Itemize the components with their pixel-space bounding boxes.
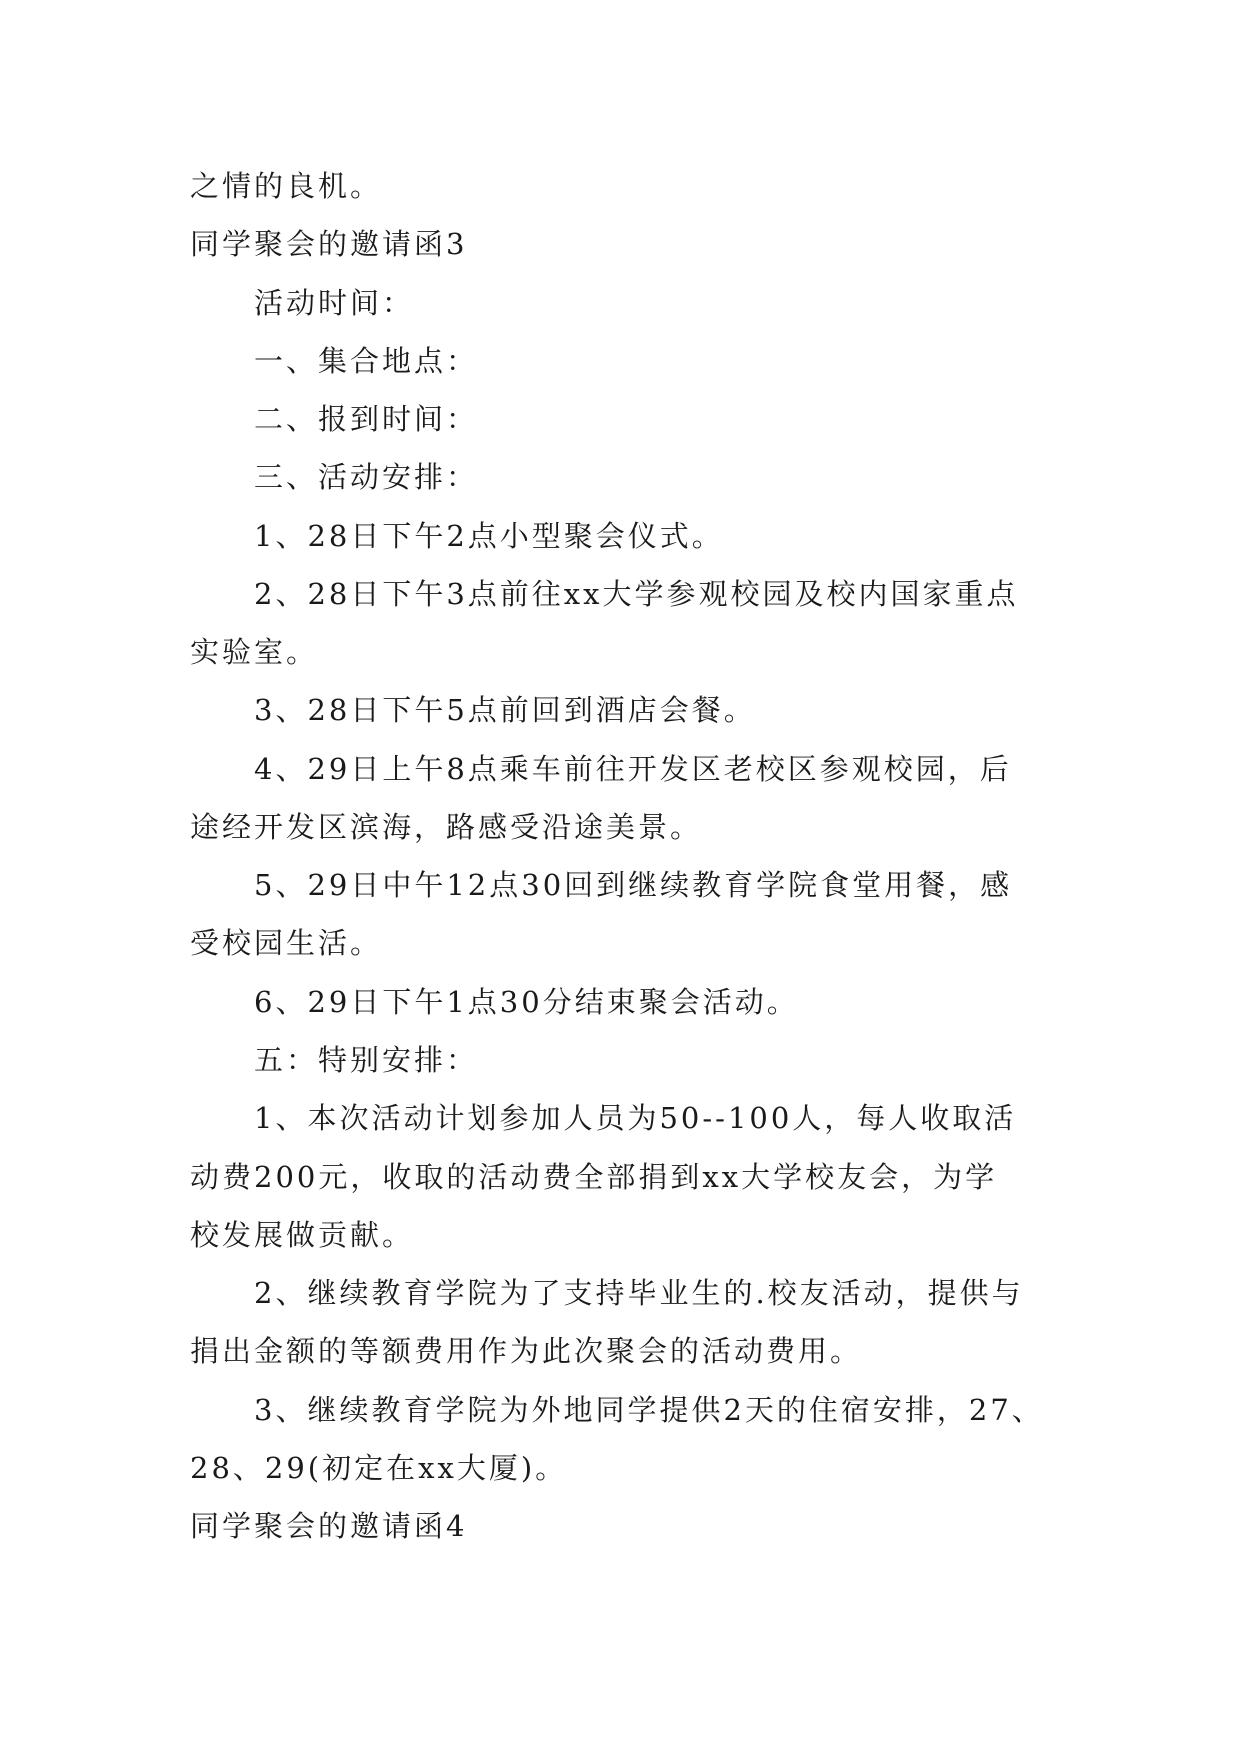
text-line: 5、29日中午12点30回到继续教育学院食堂用餐，感 (254, 868, 1013, 902)
text-line: 五：特别安排： (254, 1043, 479, 1077)
text-line: 3、继续教育学院为外地同学提供2天的住宿安排，27、 (254, 1393, 1044, 1427)
text-line: 2、继续教育学院为了支持毕业生的.校友活动，提供与 (254, 1276, 1024, 1310)
text-line: 三、活动安排： (254, 460, 479, 494)
text-line: 实验室。 (190, 635, 319, 669)
text-line: 1、本次活动计划参加人员为50--100人，每人收取活 (254, 1101, 1017, 1135)
text-line: 1、28日下午2点小型聚会仪式。 (254, 519, 724, 553)
text-line: 动费200元，收取的活动费全部捐到xx大学校友会，为学 (190, 1160, 998, 1194)
text-line: 捐出金额的等额费用作为此次聚会的活动费用。 (190, 1334, 863, 1368)
text-line: 4、29日上午8点乘车前往开发区老校区参观校园，后 (254, 752, 1012, 786)
text-line: 28、29(初定在xx大厦)。 (190, 1451, 568, 1485)
text-line: 受校园生活。 (190, 926, 383, 960)
text-line: 活动时间： (254, 286, 415, 320)
text-line: 6、29日下午1点30分结束聚会活动。 (254, 985, 799, 1019)
text-line: 之情的良机。 (190, 169, 383, 203)
text-line: 校发展做贡献。 (190, 1218, 415, 1252)
section-heading: 同学聚会的邀请函3 (190, 227, 468, 261)
text-line: 二、报到时间： (254, 402, 479, 436)
text-line: 途经开发区滨海，路感受沿途美景。 (190, 810, 703, 844)
text-line: 3、28日下午5点前回到酒店会餐。 (254, 693, 756, 727)
text-line: 一、集合地点： (254, 344, 479, 378)
section-heading: 同学聚会的邀请函4 (190, 1509, 468, 1543)
text-line: 2、28日下午3点前往xx大学参观校园及校内国家重点 (254, 577, 1019, 611)
